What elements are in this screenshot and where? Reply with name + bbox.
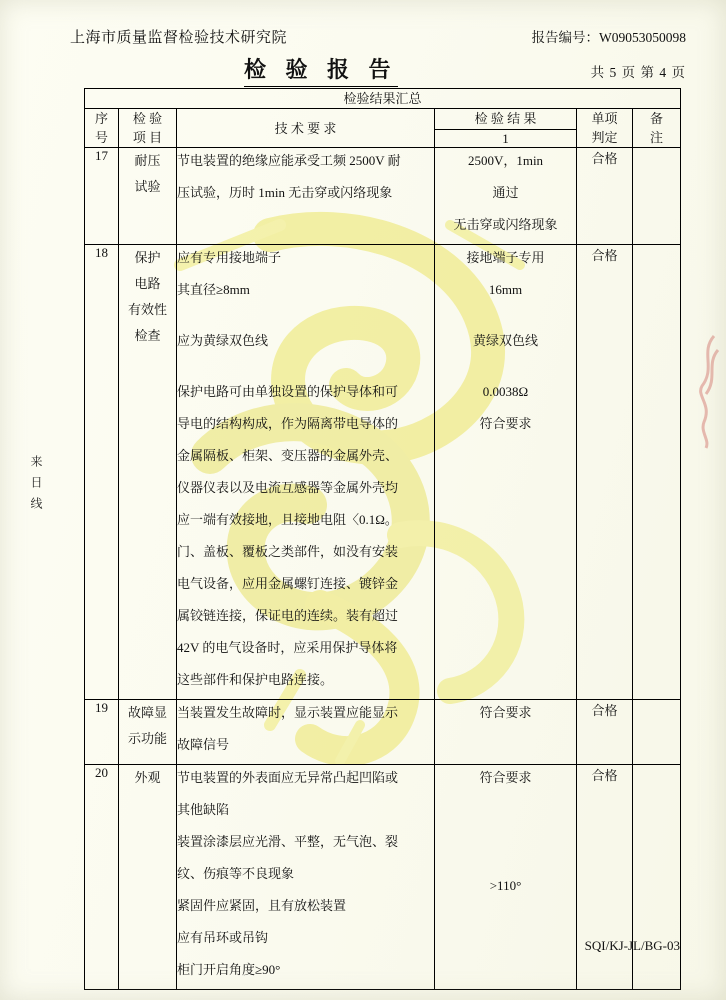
row-item-line: 示功能 [127, 731, 167, 746]
seq-line1: 序 [94, 111, 108, 126]
row-judgement: 合格 [577, 148, 633, 245]
requirement-line: 其直径≥8mm [177, 282, 250, 297]
requirement-line: 仪器仪表以及电流互感器等金属外壳均 [177, 480, 399, 495]
organization-name: 上海市质量监督检验技术研究院 [70, 30, 288, 46]
column-header-note [633, 109, 681, 148]
result-spacer [435, 835, 576, 847]
row-requirement [177, 148, 435, 245]
row-note [633, 245, 681, 700]
table-row [85, 245, 681, 700]
requirement-line: 当装置发生故障时，显示装置应能显示 [177, 705, 399, 720]
requirement-line: 压试验，历时 1min 无击穿或闪络现象 [177, 185, 393, 200]
row-judgement: 合格 [577, 700, 633, 765]
requirement-line: 柜门开启角度≥90° [177, 962, 281, 977]
item-line1: 检 验 [132, 111, 163, 126]
result-line: 符合要求 [479, 705, 532, 720]
result-line: 2500V，1min [467, 153, 544, 168]
result-line: 通过 [492, 185, 519, 200]
column-header-seq [85, 109, 119, 148]
row-seq: 17 [85, 148, 119, 245]
judge-line1: 单项 [591, 111, 618, 126]
row-item [119, 700, 177, 765]
requirement-line: 应有专用接地端子 [177, 250, 282, 265]
summary-title: 检验结果汇总 [85, 89, 681, 109]
row-note [633, 765, 681, 990]
requirement-spacer [177, 309, 434, 321]
requirement-line: 其他缺陷 [177, 802, 230, 817]
requirement-line: 应一端有效接地，且接地电阻〈0.1Ω。 [177, 512, 398, 527]
report-number: 报告编号：W09053050098 [531, 30, 686, 45]
row-item-line: 保护 [134, 250, 161, 265]
requirement-line: 节电装置的外表面应无异常凸起凹陷或 [177, 770, 399, 785]
requirement-spacer [177, 360, 434, 372]
requirement-line: 金属隔板、柜架、变压器的金属外壳、 [177, 448, 399, 463]
column-header-result: 检 验 结 果 [435, 109, 577, 130]
row-item-line: 试验 [134, 179, 161, 194]
requirement-line: 节电装置的绝缘应能承受工频 2500V 耐 [177, 153, 401, 168]
inspection-results-table [84, 88, 681, 990]
page-number: 共 5 页 第 4 页 [590, 65, 686, 80]
table-summary-row [85, 89, 681, 109]
requirement-line: 纹、伤痕等不良现象 [177, 866, 295, 881]
result-line: 无击穿或闪络现象 [453, 217, 558, 232]
column-header-judge [577, 109, 633, 148]
row-seq: 20 [85, 765, 119, 990]
result-line: 黄绿双色线 [472, 333, 538, 348]
side-margin-text: 来 日 线 [29, 455, 43, 512]
table-row [85, 148, 681, 245]
requirement-line: 保护电路可由单独设置的保护导体和可 [177, 384, 399, 399]
row-item-line: 外观 [134, 770, 161, 785]
result-spacer [435, 797, 576, 809]
result-spacer [435, 816, 576, 828]
row-requirement [177, 700, 435, 765]
requirement-line: 紧固件应紧固，且有放松装置 [177, 898, 347, 913]
row-item [119, 245, 177, 700]
result-line: 接地端子专用 [466, 250, 545, 265]
note-line2: 注 [650, 130, 664, 145]
column-header-result-sub: 1 [435, 129, 577, 147]
result-line: 0.0038Ω [482, 384, 529, 399]
row-requirement [177, 245, 435, 700]
row-item-line: 耐压 [134, 153, 161, 168]
item-line2: 项 目 [132, 130, 163, 145]
requirement-line: 装置涂漆层应光滑、平整，无气泡、裂 [177, 834, 399, 849]
row-seq: 19 [85, 700, 119, 765]
document-title: 检 验 报 告 [244, 53, 398, 87]
requirement-line: 故障信号 [177, 737, 230, 752]
result-spacer [435, 309, 576, 321]
table-header-row [85, 109, 681, 130]
requirement-line: 电气设备，应用金属螺钉连接、镀锌金 [177, 576, 399, 591]
row-item-line: 检查 [134, 328, 161, 343]
row-judgement: 合格 [577, 765, 633, 990]
requirement-line: 属铰链连接，保证电的连续。装有超过 [177, 608, 399, 623]
row-seq: 18 [85, 245, 119, 700]
column-header-item [119, 109, 177, 148]
judge-line2: 判定 [591, 130, 618, 145]
column-header-requirement: 技 术 要 求 [177, 109, 435, 148]
note-line1: 备 [650, 111, 664, 126]
seq-line2: 号 [94, 130, 108, 145]
requirement-line: 导电的结构构成，作为隔离带电导体的 [177, 416, 399, 431]
row-result [435, 148, 577, 245]
result-line: 符合要求 [479, 416, 532, 431]
form-code: SQI/KJ-JL/BG-03 [584, 938, 680, 953]
requirement-line: 这些部件和保护电路连接。 [177, 672, 334, 687]
row-note [633, 148, 681, 245]
row-item-line: 有效性 [127, 302, 167, 317]
row-item-line: 故障显 [127, 705, 167, 720]
red-stamp-mark [694, 330, 720, 450]
requirement-line: 应有吊环或吊钩 [177, 930, 269, 945]
row-item-line: 电路 [134, 276, 161, 291]
document-header [0, 26, 726, 87]
result-spacer [435, 360, 576, 372]
row-note [633, 700, 681, 765]
table-row [85, 765, 681, 990]
row-item [119, 148, 177, 245]
row-result [435, 765, 577, 990]
row-judgement: 合格 [577, 245, 633, 700]
requirement-line: 42V 的电气设备时，应采用保护导体将 [177, 640, 398, 655]
requirement-line: 应为黄绿双色线 [177, 333, 269, 348]
row-item [119, 765, 177, 990]
table-row [85, 700, 681, 765]
requirement-line: 门、盖板、覆板之类部件，如没有安装 [177, 544, 399, 559]
result-spacer [435, 854, 576, 866]
row-result [435, 245, 577, 700]
result-line: 16mm [488, 282, 523, 297]
result-line: >110° [489, 878, 522, 893]
result-line: 符合要求 [479, 770, 532, 785]
row-result [435, 700, 577, 765]
row-requirement [177, 765, 435, 990]
